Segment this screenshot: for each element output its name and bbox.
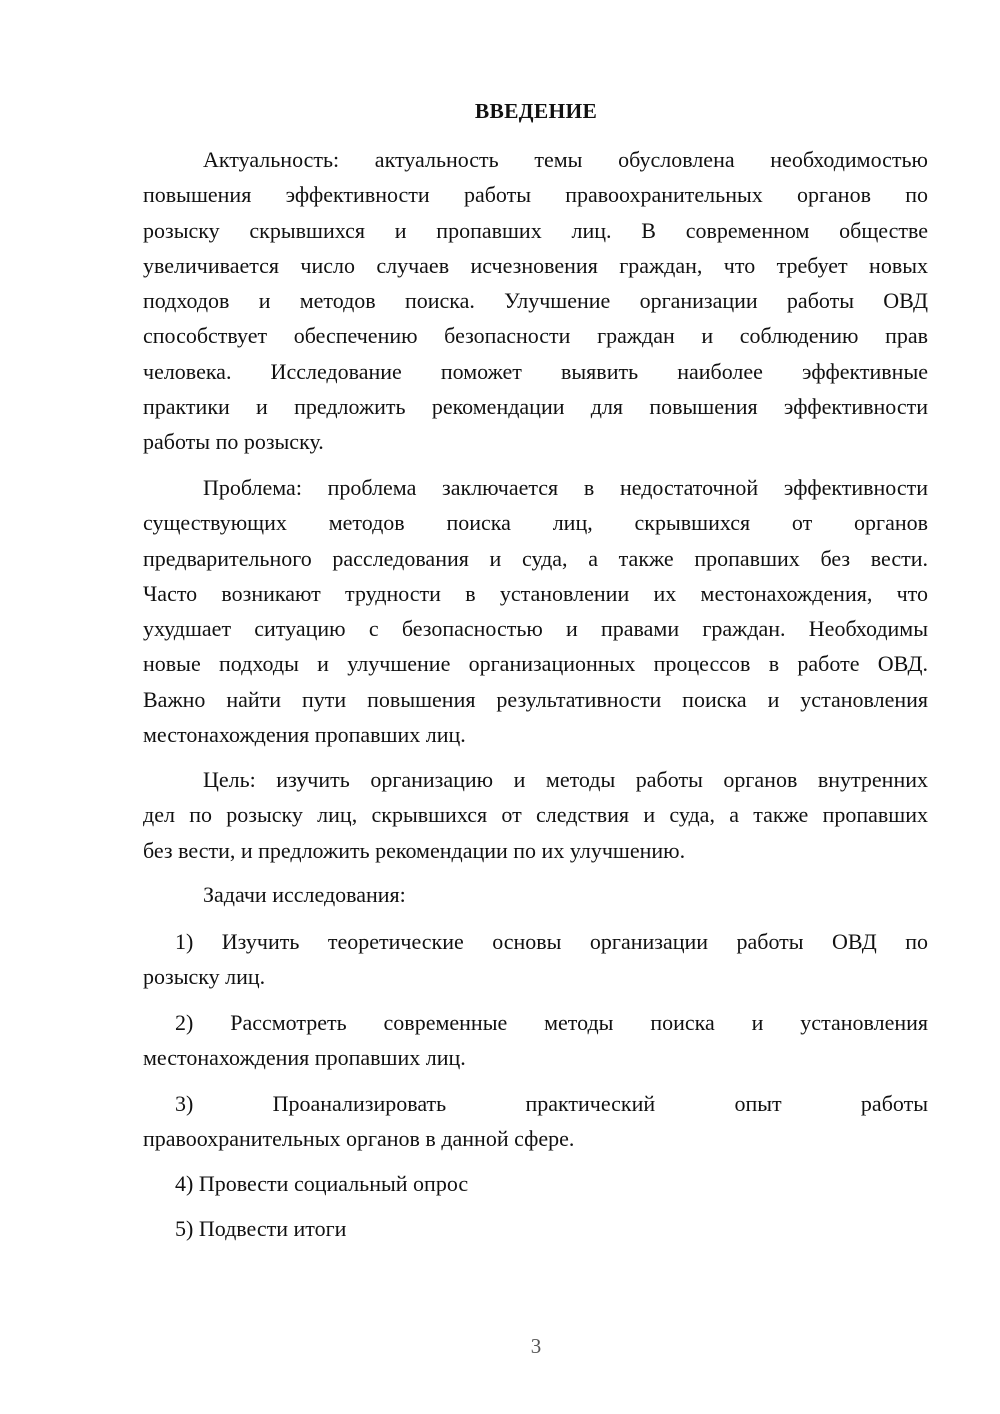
task-item	[143, 1211, 928, 1246]
task-line: 1) Изучить теоретические основы организации работы ОВД по	[175, 929, 928, 954]
task-item	[143, 1166, 928, 1201]
paragraph-line: способствует обеспечению безопасности граждан и соблюдению прав	[143, 323, 928, 349]
task-line: 2) Рассмотреть современные методы поиска и установления	[175, 1010, 928, 1035]
paragraph-line: предварительного расследования и суда, а также пропавших без вести.	[143, 545, 928, 571]
task-item	[143, 1086, 928, 1157]
task-line: 5) Подвести итоги	[175, 1216, 347, 1241]
paragraph-line: увеличивается число случаев исчезновения граждан, что требует новых	[143, 252, 928, 278]
paragraph-line: новые подходы и улучшение организационных процессов в работе ОВД.	[143, 651, 928, 677]
paragraph-line: работы по розыску.	[143, 429, 324, 455]
paragraph-line: дел по розыску лиц, скрывшихся от следствия и суда, а также пропавших	[143, 802, 928, 828]
paragraph-line: практики и предложить рекомендации для повышения эффективности	[143, 394, 928, 420]
task-line: правоохранительных органов в данной сфере.	[143, 1126, 575, 1152]
paragraph-line: розыску скрывшихся и пропавших лиц. В современном обществе	[143, 217, 928, 243]
task-item	[143, 924, 928, 995]
paragraph-line: подходов и методов поиска. Улучшение организации работы ОВД	[143, 288, 928, 314]
tasks-heading: Задачи исследования:	[203, 882, 406, 907]
paragraph-line: человека. Исследование поможет выявить наиболее эффективные	[143, 358, 928, 384]
paragraph-line: без вести, и предложить рекомендации по их улучшению.	[143, 837, 686, 863]
task-line: 4) Провести социальный опрос	[175, 1171, 469, 1196]
section-title: ВВЕДЕНИЕ	[474, 99, 598, 123]
paragraph-line: существующих методов поиска лиц, скрывшихся от органов	[143, 510, 928, 536]
paragraph-line: Актуальность: актуальность темы обусловлена необходимостью	[203, 147, 928, 172]
paragraph-line: местонахождения пропавших лиц.	[143, 722, 466, 748]
paragraph-line: Важно найти пути повышения результативности поиска и установления	[143, 686, 928, 712]
relevance-paragraph	[143, 142, 928, 460]
task-item	[143, 1005, 928, 1076]
paragraph-line: Часто возникают трудности в установлении их местонахождения, что	[143, 580, 928, 606]
goal-paragraph	[143, 762, 928, 868]
problem-paragraph	[143, 470, 928, 752]
task-line: местонахождения пропавших лиц.	[143, 1045, 466, 1071]
paragraph-line: повышения эффективности работы правоохранительных органов по	[143, 182, 928, 208]
paragraph-line: ухудшает ситуацию с безопасностью и правами граждан. Необходимы	[143, 616, 928, 642]
paragraph-line: Проблема: проблема заключается в недостаточной эффективности	[203, 475, 928, 500]
task-line: 3) Проанализировать практический опыт работы	[175, 1091, 928, 1116]
task-line: розыску лиц.	[143, 964, 266, 990]
page-number: 3	[530, 1334, 542, 1358]
paragraph-line: Цель: изучить организацию и методы работы органов внутренних	[203, 767, 928, 792]
